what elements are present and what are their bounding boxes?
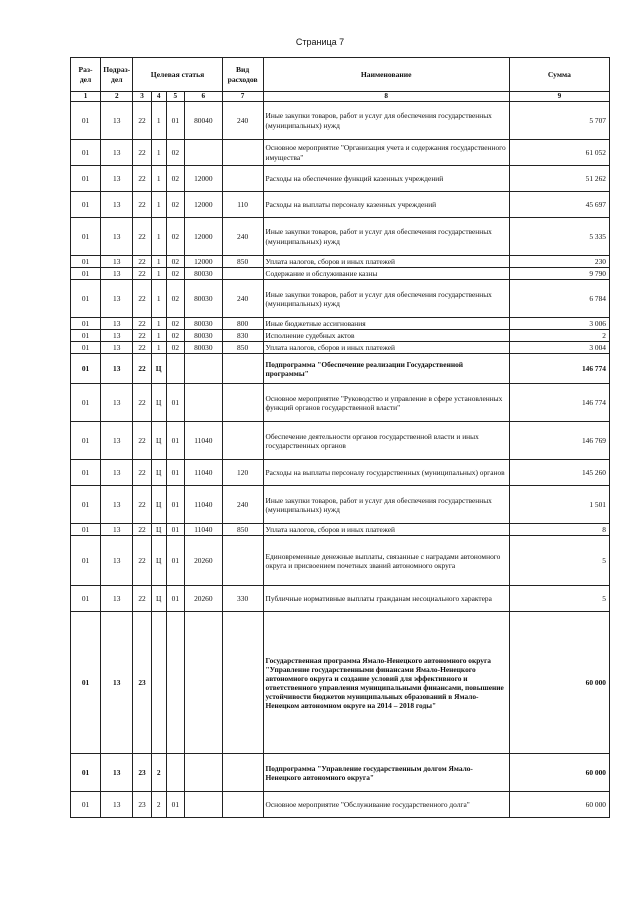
razdel-cell: 01 bbox=[71, 268, 101, 280]
name-cell: Уплата налогов, сборов и иных платежей bbox=[263, 342, 509, 354]
direction-cell: 80030 bbox=[184, 268, 222, 280]
sum-cell: 1 501 bbox=[509, 486, 609, 524]
event-cell bbox=[166, 612, 184, 754]
vid-cell bbox=[222, 140, 263, 166]
program-cell: 22 bbox=[133, 140, 151, 166]
direction-cell bbox=[184, 140, 222, 166]
header-name: Наименование bbox=[263, 58, 509, 92]
program-cell: 23 bbox=[133, 612, 151, 754]
direction-cell: 11040 bbox=[184, 422, 222, 460]
vid-cell: 800 bbox=[222, 318, 263, 330]
col-number: 2 bbox=[101, 92, 133, 102]
vid-cell: 240 bbox=[222, 218, 263, 256]
sum-cell: 5 335 bbox=[509, 218, 609, 256]
column-number-row bbox=[71, 92, 610, 102]
name-cell: Подпрограмма "Обеспечение реализации Государственной программы" bbox=[263, 354, 509, 384]
sum-cell: 5 bbox=[509, 536, 609, 586]
razdel-cell: 01 bbox=[71, 166, 101, 192]
table-row bbox=[71, 460, 610, 486]
direction-cell bbox=[184, 754, 222, 792]
sum-cell: 3 004 bbox=[509, 342, 609, 354]
event-cell: 02 bbox=[166, 342, 184, 354]
direction-cell: 11040 bbox=[184, 524, 222, 536]
podrazdel-cell: 13 bbox=[101, 612, 133, 754]
table-row bbox=[71, 524, 610, 536]
direction-cell: 12000 bbox=[184, 192, 222, 218]
razdel-cell: 01 bbox=[71, 102, 101, 140]
razdel-cell: 01 bbox=[71, 612, 101, 754]
subprogram-cell: Ц bbox=[151, 460, 166, 486]
table-row bbox=[71, 586, 610, 612]
table-row bbox=[71, 384, 610, 422]
subprogram-cell: 1 bbox=[151, 318, 166, 330]
podrazdel-cell: 13 bbox=[101, 384, 133, 422]
event-cell: 01 bbox=[166, 384, 184, 422]
vid-cell: 830 bbox=[222, 330, 263, 342]
razdel-cell: 01 bbox=[71, 536, 101, 586]
podrazdel-cell: 13 bbox=[101, 460, 133, 486]
subprogram-cell: 2 bbox=[151, 754, 166, 792]
event-cell: 02 bbox=[166, 268, 184, 280]
program-cell: 23 bbox=[133, 792, 151, 818]
header-target: Целевая статья bbox=[133, 58, 222, 92]
vid-cell: 240 bbox=[222, 486, 263, 524]
direction-cell bbox=[184, 612, 222, 754]
podrazdel-cell: 13 bbox=[101, 486, 133, 524]
vid-cell: 850 bbox=[222, 256, 263, 268]
podrazdel-cell: 13 bbox=[101, 268, 133, 280]
podrazdel-cell: 13 bbox=[101, 166, 133, 192]
razdel-cell: 01 bbox=[71, 524, 101, 536]
podrazdel-cell: 13 bbox=[101, 256, 133, 268]
sum-cell: 45 697 bbox=[509, 192, 609, 218]
table-row bbox=[71, 192, 610, 218]
page-label: Страница 7 bbox=[295, 37, 345, 47]
table-row bbox=[71, 256, 610, 268]
header-row bbox=[71, 58, 610, 92]
name-cell: Уплата налогов, сборов и иных платежей bbox=[263, 524, 509, 536]
event-cell: 02 bbox=[166, 330, 184, 342]
razdel-cell: 01 bbox=[71, 586, 101, 612]
table-row bbox=[71, 102, 610, 140]
razdel-cell: 01 bbox=[71, 354, 101, 384]
table-row bbox=[71, 218, 610, 256]
vid-cell: 240 bbox=[222, 102, 263, 140]
vid-cell: 120 bbox=[222, 460, 263, 486]
table-row bbox=[71, 754, 610, 792]
podrazdel-cell: 13 bbox=[101, 354, 133, 384]
program-cell: 22 bbox=[133, 384, 151, 422]
sum-cell: 146 774 bbox=[509, 354, 609, 384]
podrazdel-cell: 13 bbox=[101, 330, 133, 342]
col-number: 8 bbox=[263, 92, 509, 102]
sum-cell: 145 260 bbox=[509, 460, 609, 486]
table-row bbox=[71, 166, 610, 192]
name-cell: Уплата налогов, сборов и иных платежей bbox=[263, 256, 509, 268]
subprogram-cell: 1 bbox=[151, 192, 166, 218]
razdel-cell: 01 bbox=[71, 256, 101, 268]
vid-cell bbox=[222, 354, 263, 384]
sum-cell: 51 262 bbox=[509, 166, 609, 192]
table-row bbox=[71, 280, 610, 318]
table-row bbox=[71, 354, 610, 384]
table-row bbox=[71, 536, 610, 586]
program-cell: 22 bbox=[133, 256, 151, 268]
podrazdel-cell: 13 bbox=[101, 318, 133, 330]
event-cell: 01 bbox=[166, 102, 184, 140]
name-cell: Подпрограмма "Управление государственным долгом Ямало-Ненецкого автономного округа" bbox=[263, 754, 509, 792]
name-cell: Иные закупки товаров, работ и услуг для обеспечения государственных (муниципальных) нужд bbox=[263, 218, 509, 256]
sum-cell: 5 bbox=[509, 586, 609, 612]
col-number: 9 bbox=[509, 92, 609, 102]
program-cell: 22 bbox=[133, 422, 151, 460]
vid-cell bbox=[222, 754, 263, 792]
col-number: 7 bbox=[222, 92, 263, 102]
subprogram-cell: Ц bbox=[151, 384, 166, 422]
program-cell: 22 bbox=[133, 192, 151, 218]
subprogram-cell: Ц bbox=[151, 524, 166, 536]
event-cell: 01 bbox=[166, 460, 184, 486]
event-cell: 02 bbox=[166, 280, 184, 318]
col-number: 3 bbox=[133, 92, 151, 102]
name-cell: Иные закупки товаров, работ и услуг для обеспечения государственных (муниципальных) нужд bbox=[263, 486, 509, 524]
sum-cell: 9 790 bbox=[509, 268, 609, 280]
sum-cell: 60 000 bbox=[509, 612, 609, 754]
sum-cell: 230 bbox=[509, 256, 609, 268]
direction-cell: 12000 bbox=[184, 166, 222, 192]
vid-cell: 850 bbox=[222, 524, 263, 536]
program-cell: 22 bbox=[133, 524, 151, 536]
podrazdel-cell: 13 bbox=[101, 342, 133, 354]
program-cell: 22 bbox=[133, 318, 151, 330]
event-cell: 01 bbox=[166, 524, 184, 536]
header-vid: Вид расходов bbox=[222, 58, 263, 92]
direction-cell: 80030 bbox=[184, 342, 222, 354]
subprogram-cell: 1 bbox=[151, 330, 166, 342]
razdel-cell: 01 bbox=[71, 342, 101, 354]
program-cell: 22 bbox=[133, 460, 151, 486]
program-cell: 22 bbox=[133, 536, 151, 586]
program-cell: 23 bbox=[133, 754, 151, 792]
name-cell: Расходы на обеспечение функций казенных учреждений bbox=[263, 166, 509, 192]
program-cell: 22 bbox=[133, 342, 151, 354]
event-cell bbox=[166, 754, 184, 792]
program-cell: 22 bbox=[133, 102, 151, 140]
table-row bbox=[71, 318, 610, 330]
program-cell: 22 bbox=[133, 268, 151, 280]
razdel-cell: 01 bbox=[71, 486, 101, 524]
name-cell: Единовременные денежные выплаты, связанные с наградами автономного округа и присвоением почетных званий автономного округа bbox=[263, 536, 509, 586]
subprogram-cell: Ц bbox=[151, 586, 166, 612]
vid-cell bbox=[222, 384, 263, 422]
name-cell: Основное мероприятие "Организация учета и содержания государственного имущества" bbox=[263, 140, 509, 166]
razdel-cell: 01 bbox=[71, 318, 101, 330]
name-cell: Основное мероприятие "Обслуживание государственного долга" bbox=[263, 792, 509, 818]
col-number: 6 bbox=[184, 92, 222, 102]
table-row bbox=[71, 422, 610, 460]
direction-cell bbox=[184, 354, 222, 384]
subprogram-cell: 1 bbox=[151, 268, 166, 280]
sum-cell: 2 bbox=[509, 330, 609, 342]
razdel-cell: 01 bbox=[71, 218, 101, 256]
subprogram-cell: Ц bbox=[151, 486, 166, 524]
vid-cell bbox=[222, 166, 263, 192]
program-cell: 22 bbox=[133, 218, 151, 256]
direction-cell bbox=[184, 792, 222, 818]
event-cell: 02 bbox=[166, 166, 184, 192]
podrazdel-cell: 13 bbox=[101, 218, 133, 256]
podrazdel-cell: 13 bbox=[101, 192, 133, 218]
direction-cell: 12000 bbox=[184, 218, 222, 256]
sum-cell: 3 006 bbox=[509, 318, 609, 330]
name-cell: Расходы на выплаты персоналу государственных (муниципальных) органов bbox=[263, 460, 509, 486]
vid-cell bbox=[222, 268, 263, 280]
subprogram-cell: 1 bbox=[151, 166, 166, 192]
name-cell: Расходы на выплаты персоналу казенных учреждений bbox=[263, 192, 509, 218]
podrazdel-cell: 13 bbox=[101, 280, 133, 318]
subprogram-cell: 1 bbox=[151, 342, 166, 354]
subprogram-cell: 2 bbox=[151, 792, 166, 818]
name-cell: Иные закупки товаров, работ и услуг для обеспечения государственных (муниципальных) нужд bbox=[263, 280, 509, 318]
vid-cell: 850 bbox=[222, 342, 263, 354]
podrazdel-cell: 13 bbox=[101, 792, 133, 818]
event-cell: 01 bbox=[166, 536, 184, 586]
name-cell: Публичные нормативные выплаты гражданам несоциального характера bbox=[263, 586, 509, 612]
name-cell: Содержание и обслуживание казны bbox=[263, 268, 509, 280]
program-cell: 22 bbox=[133, 586, 151, 612]
razdel-cell: 01 bbox=[71, 754, 101, 792]
header-podrazdel: Подраз-дел bbox=[101, 58, 133, 92]
vid-cell bbox=[222, 612, 263, 754]
razdel-cell: 01 bbox=[71, 280, 101, 318]
event-cell: 02 bbox=[166, 318, 184, 330]
event-cell: 01 bbox=[166, 586, 184, 612]
table-row bbox=[71, 612, 610, 754]
sum-cell: 60 000 bbox=[509, 792, 609, 818]
subprogram-cell: 1 bbox=[151, 140, 166, 166]
event-cell bbox=[166, 354, 184, 384]
razdel-cell: 01 bbox=[71, 460, 101, 486]
subprogram-cell: 1 bbox=[151, 256, 166, 268]
col-number: 1 bbox=[71, 92, 101, 102]
col-number: 4 bbox=[151, 92, 166, 102]
event-cell: 02 bbox=[166, 140, 184, 166]
sum-cell: 5 707 bbox=[509, 102, 609, 140]
direction-cell: 11040 bbox=[184, 486, 222, 524]
event-cell: 01 bbox=[166, 422, 184, 460]
razdel-cell: 01 bbox=[71, 192, 101, 218]
vid-cell bbox=[222, 792, 263, 818]
podrazdel-cell: 13 bbox=[101, 754, 133, 792]
direction-cell: 20260 bbox=[184, 536, 222, 586]
sum-cell: 8 bbox=[509, 524, 609, 536]
razdel-cell: 01 bbox=[71, 792, 101, 818]
direction-cell: 80030 bbox=[184, 330, 222, 342]
table-row bbox=[71, 342, 610, 354]
event-cell: 02 bbox=[166, 218, 184, 256]
direction-cell: 80040 bbox=[184, 102, 222, 140]
razdel-cell: 01 bbox=[71, 330, 101, 342]
sum-cell: 6 784 bbox=[509, 280, 609, 318]
vid-cell bbox=[222, 536, 263, 586]
direction-cell: 20260 bbox=[184, 586, 222, 612]
event-cell: 02 bbox=[166, 192, 184, 218]
program-cell: 22 bbox=[133, 166, 151, 192]
sum-cell: 146 769 bbox=[509, 422, 609, 460]
subprogram-cell: Ц bbox=[151, 354, 166, 384]
subprogram-cell: 1 bbox=[151, 280, 166, 318]
subprogram-cell: 1 bbox=[151, 102, 166, 140]
subprogram-cell: Ц bbox=[151, 422, 166, 460]
subprogram-cell bbox=[151, 612, 166, 754]
podrazdel-cell: 13 bbox=[101, 102, 133, 140]
vid-cell: 110 bbox=[222, 192, 263, 218]
subprogram-cell: 1 bbox=[151, 218, 166, 256]
name-cell: Исполнение судебных актов bbox=[263, 330, 509, 342]
sum-cell: 60 000 bbox=[509, 754, 609, 792]
direction-cell: 11040 bbox=[184, 460, 222, 486]
event-cell: 01 bbox=[166, 792, 184, 818]
name-cell: Основное мероприятие "Руководство и управление в сфере установленных функций органов государственной власти" bbox=[263, 384, 509, 422]
podrazdel-cell: 13 bbox=[101, 536, 133, 586]
program-cell: 22 bbox=[133, 354, 151, 384]
vid-cell: 240 bbox=[222, 280, 263, 318]
direction-cell: 80030 bbox=[184, 318, 222, 330]
name-cell: Иные закупки товаров, работ и услуг для обеспечения государственных (муниципальных) нужд bbox=[263, 102, 509, 140]
direction-cell: 80030 bbox=[184, 280, 222, 318]
podrazdel-cell: 13 bbox=[101, 586, 133, 612]
header-sum: Сумма bbox=[509, 58, 609, 92]
sum-cell: 146 774 bbox=[509, 384, 609, 422]
program-cell: 22 bbox=[133, 280, 151, 318]
table-row bbox=[71, 486, 610, 524]
name-cell: Государственная программа Ямало-Ненецкого автономного округа "Управление государственными финансами Ямало-Ненецкого автономного округа и создание условий для эффективного и ответственного управления муниципальными финансами, повышение устойчивости бюджетов муниципальных образований в Ямало-Ненецком автономном округе на 2014 – 2018 годы" bbox=[263, 612, 509, 754]
name-cell: Обеспечение деятельности органов государственной власти и иных государственных органов bbox=[263, 422, 509, 460]
vid-cell: 330 bbox=[222, 586, 263, 612]
name-cell: Иные бюджетные ассигнования bbox=[263, 318, 509, 330]
razdel-cell: 01 bbox=[71, 140, 101, 166]
program-cell: 22 bbox=[133, 486, 151, 524]
podrazdel-cell: 13 bbox=[101, 140, 133, 166]
budget-table bbox=[70, 57, 610, 818]
program-cell: 22 bbox=[133, 330, 151, 342]
razdel-cell: 01 bbox=[71, 422, 101, 460]
vid-cell bbox=[222, 422, 263, 460]
podrazdel-cell: 13 bbox=[101, 422, 133, 460]
table-row bbox=[71, 330, 610, 342]
event-cell: 01 bbox=[166, 486, 184, 524]
subprogram-cell: Ц bbox=[151, 536, 166, 586]
razdel-cell: 01 bbox=[71, 384, 101, 422]
table-row bbox=[71, 140, 610, 166]
col-number: 5 bbox=[166, 92, 184, 102]
podrazdel-cell: 13 bbox=[101, 524, 133, 536]
direction-cell bbox=[184, 384, 222, 422]
sum-cell: 61 052 bbox=[509, 140, 609, 166]
header-razdel: Раз-дел bbox=[71, 58, 101, 92]
table-row bbox=[71, 268, 610, 280]
direction-cell: 12000 bbox=[184, 256, 222, 268]
table-row bbox=[71, 792, 610, 818]
event-cell: 02 bbox=[166, 256, 184, 268]
